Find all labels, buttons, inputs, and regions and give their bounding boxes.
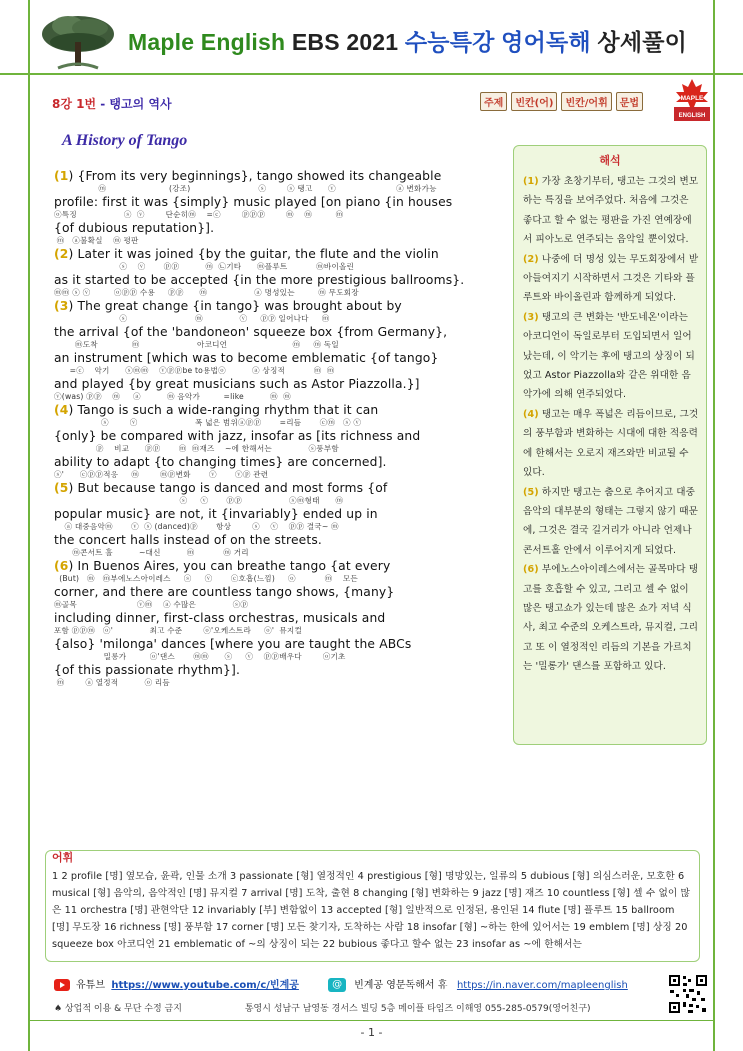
brand-maple: Maple bbox=[128, 29, 195, 55]
sentence-text: profile: first it was {simply} music played [on piano {in houses bbox=[54, 195, 453, 209]
section-number: 8강 1번 bbox=[52, 97, 97, 111]
translation-paragraph bbox=[523, 560, 699, 676]
title-ebs: EBS 2021 bbox=[291, 29, 399, 55]
translation-paragraph bbox=[523, 405, 699, 483]
paren-close: ) bbox=[534, 253, 539, 265]
paren-close: ) bbox=[534, 408, 539, 420]
grammar-annotation: ⓜ (강조) ⓢ ⓢ 탱고 ⓥ ⓐ 변화가능 bbox=[54, 184, 437, 193]
grammar-annotation: ⓜⓜ ⓢ ⓥ ⓞⓟⓟ 수용 ⓟⓟ ⓜ ⓐ 명성있는 ⓜ 무도회장 bbox=[54, 288, 359, 297]
grammar-annotation: ⓜ골목 ⓥⓜ ⓐ 수많은 ⓢⓟ bbox=[54, 600, 249, 609]
passage-title: A History of Tango bbox=[62, 132, 188, 149]
passage-line bbox=[54, 610, 510, 626]
sentence-text: the concert halls instead of on the streets. bbox=[54, 533, 322, 547]
badge-blank-vocab: 빈칸/어휘 bbox=[561, 92, 611, 111]
translation-number: 1 bbox=[527, 176, 535, 187]
paren-open: ( bbox=[523, 311, 528, 323]
sentence-bracket-open: ( bbox=[54, 247, 60, 261]
passage-line bbox=[54, 402, 510, 418]
sentence-text: ) Tango is such a wide-ranging rhythm that it can bbox=[68, 403, 379, 417]
paren-close: ) bbox=[534, 564, 539, 576]
grammar-annotation: 포함 ⓟⓟⓜ ⓞ' 최고 수준 ⓞ'오케스트라 ⓞ' 뮤지컬 bbox=[54, 626, 302, 635]
address-text: 통영시 성남구 남영동 경서스 빌딩 5층 메이플 타임즈 이해영 055-285-0579(영어친구) bbox=[244, 1004, 591, 1014]
logo-text-english: ENGLISH bbox=[678, 113, 706, 119]
paren-close: ) bbox=[534, 176, 539, 187]
sentence-bracket-open: ( bbox=[54, 299, 60, 313]
passage-line bbox=[54, 454, 510, 470]
paren-open: ( bbox=[523, 176, 528, 187]
grammar-annotation: ⓢ ⓥ ⓟⓟ ⓜ ㉡기타 ⓜ플루트 ⓜ바이올린 bbox=[54, 262, 355, 271]
tree-icon bbox=[38, 8, 118, 72]
footer-notice bbox=[54, 1001, 591, 1014]
grammar-annotation: ⓐ 대중음악ⓜ ⓥ ⓢ (danced)ⓟ 항상 ⓢ ⓥ ⓟⓟ 결국~ ⓜ bbox=[54, 522, 339, 531]
header-divider bbox=[0, 73, 743, 75]
translation-title: 해석 bbox=[599, 154, 621, 167]
badge-grammar: 문법 bbox=[616, 92, 643, 111]
sentence-number: 3 bbox=[59, 299, 69, 313]
sentence-text: {of this passionate rhythm}]. bbox=[54, 663, 241, 677]
translation-paragraph bbox=[523, 250, 699, 308]
annotated-passage bbox=[54, 168, 510, 688]
grammar-annotation: ⓢ ⓜ ⓥ ⓟⓟ 일어나다 ⓜ bbox=[54, 314, 330, 323]
badge-blank-phrase: 빈칸(어) bbox=[511, 92, 557, 111]
sentence-bracket-open: ( bbox=[54, 481, 60, 495]
translation-box bbox=[513, 145, 707, 745]
sentence-text: as it started to be accepted {in the more prestigious ballrooms}. bbox=[54, 273, 465, 287]
sentence-text: including dinner, first-class orchestras, musicals and bbox=[54, 611, 386, 625]
sentence-text: ) In Buenos Aires, you can breathe tango {at every bbox=[68, 559, 391, 573]
sentence-bracket-open: ( bbox=[54, 169, 60, 183]
youtube-label: 유튜브 bbox=[76, 980, 105, 991]
passage-line bbox=[54, 220, 510, 236]
passage-line bbox=[54, 350, 510, 366]
section-title: - 탱고의 역사 bbox=[96, 97, 172, 111]
translation-paragraph bbox=[523, 483, 699, 561]
translation-number: 4 bbox=[527, 408, 535, 420]
passage-line bbox=[54, 532, 510, 548]
sentence-number: 4 bbox=[59, 403, 69, 417]
grammar-annotation: =ⓒ 악기 ⓢⓜⓜ ⓥⓟⓟbe to용법ⓞ ⓐ 상징적 ⓜ ⓜ bbox=[54, 366, 335, 375]
sentence-bracket-open: ( bbox=[54, 403, 60, 417]
passage-line bbox=[54, 480, 510, 496]
sentence-number: 6 bbox=[59, 559, 69, 573]
grammar-annotation: ⓜ ⓐ 열정적 ⓞ 리듬 bbox=[54, 678, 170, 687]
sentence-text: an instrument [which was to become emblematic {of tango} bbox=[54, 351, 439, 365]
sentence-text: ) Later it was joined {by the guitar, the flute and the violin bbox=[68, 247, 439, 261]
translation-number: 2 bbox=[527, 253, 535, 265]
youtube-icon bbox=[54, 979, 70, 991]
translation-number: 5 bbox=[527, 486, 535, 498]
translation-number: 6 bbox=[527, 564, 535, 576]
passage-line bbox=[54, 194, 510, 210]
translation-text: 가장 초창기부터, 탱고는 그것의 변모하는 특징을 보여주었다. 처음에 그것은 좋다고 할 수 없는 평판을 가진 연예장에서 피아노로 연주되는 음악일 뿐이었다. bbox=[523, 176, 699, 246]
grammar-annotation: ⓜ도착 ⓜ 아코디언 ⓜ ⓜ 독일 bbox=[54, 340, 339, 349]
sentence-text: ) {From its very beginnings}, tango showed its changeable bbox=[68, 169, 442, 183]
grammar-annotation: ⓢ ⓥ ⓟⓟ ⓢⓜ형태 ⓜ bbox=[54, 496, 344, 505]
sentence-text: ) But because tango is danced and most forms {of bbox=[68, 481, 388, 495]
vocabulary-list: 1 2 profile [명] 옆모습, 윤곽, 인물 소개 3 passionate [형] 열정적인 4 prestigious [형] 명망있는, 일류의 5 dubious [형] 의심스러운, 모호한 6 musical [형] 음악의, 음악적인 [명] 뮤지컬 7 arrival [명] 도착, 출현 8 changing [형] 변화하는 9 jazz [명] 재즈 10 countless [형] 셀 수 없이 많은 11 orchestra [명] 관현악단 12 invariably [부] 변함없이 13 accepted [형] 일반적으로 인정된, 용인된 14 flute [명] 플루트 15 ballroom [명] 무도장 16 richness [명] 풍부함 17 corner [명] 모든 찾기자, 도착하는 사람 18 insofar [형] ~하는 한에 있어서는 19 emblem [명] 상징 20 squeeze box 아코디언 21 emblematic of ~의 상징이 되는 22 bubious 좋다고 할수 없는 23 insofar as ~에 한해서는 bbox=[52, 871, 691, 950]
brand-english: English bbox=[200, 29, 286, 55]
usage-notice: ♠ 상업적 이용 & 무단 수정 금지 bbox=[54, 1004, 182, 1014]
passage-line bbox=[54, 428, 510, 444]
passage-line bbox=[54, 584, 510, 600]
vocabulary-title: 어휘 bbox=[52, 851, 74, 864]
grammar-annotation: ⓥ(was) ⓟⓟ ⓜ ⓐ ⓜ 음악가 =like ⓜ ⓜ bbox=[54, 392, 291, 401]
translation-paragraph bbox=[523, 308, 699, 405]
sentence-text: popular music} are not, it {invariably} ended up in bbox=[54, 507, 378, 521]
paren-open: ( bbox=[523, 564, 528, 576]
grammar-annotation: ⓞ특징 ⓢ ⓥ 단순히ⓜ =ⓒ ⓟⓟⓟ ⓜ ⓜ ⓜ bbox=[54, 210, 344, 219]
translation-text: 탱고의 큰 변화는 '반도네온'이라는 아코디언이 독일로부터 도입되면서 일어났는데, 이 악기는 후에 탱고의 상징이 되었고 Astor Piazzolla와 같은 위대한 음악가에 의해 연주되었다. bbox=[523, 311, 695, 401]
grammar-annotation: (But) ⓜ ⓜ부에노스아이레스 ⓢ ⓥ ⓒ호흡(느낌) ⓞ ⓜ 모든 bbox=[54, 574, 358, 583]
translation-text: 부에노스아이레스에서는 골목마다 탱고를 호흡할 수 있고, 그리고 셀 수 없이 많은 탱고쇼가 있는데 많은 쇼가 저녁 식사, 최고 수준의 오케스트라, 뮤지컬, 그리고 또 이 열정적인 리듬의 기본을 가르치는 '밀롱가' 댄스를 포함하고 있다. bbox=[523, 564, 699, 673]
title-explanation: 상세풀이 bbox=[597, 29, 688, 55]
grammar-annotation: ⓜ ⓐ불확실 ⓜ 평판 bbox=[54, 236, 139, 245]
translation-text: 탱고는 매우 폭넓은 리듬이므로, 그것의 풍부함과 변화하는 시대에 대한 적응력에 한해서는 오로지 재즈와만 비교될 수 있다. bbox=[523, 408, 699, 479]
translation-number: 3 bbox=[527, 311, 535, 323]
translation-body bbox=[514, 168, 706, 677]
page-title bbox=[128, 24, 687, 57]
sentence-text: the arrival {of the 'bandoneon' squeeze box {from Germany}, bbox=[54, 325, 448, 339]
passage-line bbox=[54, 662, 510, 678]
section-heading bbox=[52, 95, 172, 112]
logo-text-maple: MAPLE bbox=[680, 95, 704, 102]
blog-link[interactable]: https://in.naver.com/mapleenglish bbox=[456, 980, 628, 991]
sentence-text: {also} 'milonga' dances [where you are taught the ABCs bbox=[54, 637, 412, 651]
badge-topic: 주제 bbox=[480, 92, 507, 111]
blog-icon: @ bbox=[328, 978, 346, 992]
sentence-number: 2 bbox=[59, 247, 69, 261]
passage-line bbox=[54, 636, 510, 652]
paren-open: ( bbox=[523, 408, 528, 420]
grammar-annotation: ⓟ 비교 ⓟⓟ ⓜ ⓜ재즈 ~에 한해서는 ⓢ풍부함 bbox=[54, 444, 339, 453]
footer-links bbox=[54, 976, 628, 992]
grammar-annotation: ⓜ콘서트 홀 ~대신 ⓜ ⓜ 거리 bbox=[54, 548, 249, 557]
passage-line bbox=[54, 506, 510, 522]
passage-line bbox=[54, 168, 510, 184]
paren-close: ) bbox=[534, 486, 539, 498]
passage-line bbox=[54, 272, 510, 288]
sentence-number: 5 bbox=[59, 481, 69, 495]
passage-line bbox=[54, 376, 510, 392]
grammar-annotation: ⓢ' ⓒⓟⓟ적응 ⓜ ⓜⓟ변화 ⓥ ⓥⓟ 관련 bbox=[54, 470, 269, 479]
sentence-number: 1 bbox=[59, 169, 69, 183]
qr-code-icon[interactable] bbox=[668, 974, 708, 1014]
left-frame-line bbox=[28, 0, 30, 1051]
footer-divider bbox=[30, 1020, 713, 1021]
title-book: 수능특강 영어독해 bbox=[404, 29, 591, 55]
passage-line bbox=[54, 246, 510, 262]
sentence-text: ) The great change {in tango} was brought about by bbox=[68, 299, 402, 313]
blog-label: 빈계공 영문독해서 휴 bbox=[354, 980, 448, 991]
sentence-text: and played {by great musicians such as Astor Piazzolla.}] bbox=[54, 377, 420, 391]
grammar-annotation: 밀롱가 ⓞ'댄스 ⓜⓜ ⓢ ⓥ ⓟⓟ배우다 ⓞ기초 bbox=[54, 652, 346, 661]
maple-english-logo bbox=[672, 77, 712, 123]
right-frame-line bbox=[713, 0, 715, 1051]
sentence-text: {of dubious reputation}]. bbox=[54, 221, 215, 235]
translation-text: 하지만 탱고는 춤으로 추어지고 대중음악의 대부분의 형태는 그렇지 않기 때문에, 그것은 결국 길거리가 아니라 언제나 콘서트홀 안에서 이루어지게 되었다. bbox=[523, 486, 698, 556]
youtube-link[interactable]: https://www.youtube.com/c/빈계공 bbox=[111, 980, 299, 991]
paren-open: ( bbox=[523, 253, 528, 265]
sentence-text: corner, and there are countless tango shows, {many} bbox=[54, 585, 395, 599]
vocabulary-box bbox=[45, 850, 700, 962]
passage-line bbox=[54, 558, 510, 574]
grammar-annotation: ⓢ ⓥ 폭 넓은 범위ⓐⓟⓟ =리듬 ⓒⓜ ⓢ ⓥ bbox=[54, 418, 362, 427]
page-number: - 1 - bbox=[360, 1026, 383, 1039]
sentence-text: {only} be compared with jazz, insofar as [its richness and bbox=[54, 429, 421, 443]
sentence-bracket-open: ( bbox=[54, 559, 60, 573]
question-type-badges bbox=[480, 92, 643, 111]
translation-text: 나중에 더 명성 있는 무도회장에서 받아들여지기 시작하면서 그것은 기타와 플루트와 바이올린과 함께하게 되었다. bbox=[523, 253, 699, 304]
translation-paragraph bbox=[523, 172, 699, 250]
passage-line bbox=[54, 324, 510, 340]
passage-line bbox=[54, 298, 510, 314]
paren-open: ( bbox=[523, 486, 528, 498]
paren-close: ) bbox=[534, 311, 539, 323]
sentence-text: ability to adapt {to changing times} are concerned]. bbox=[54, 455, 387, 469]
